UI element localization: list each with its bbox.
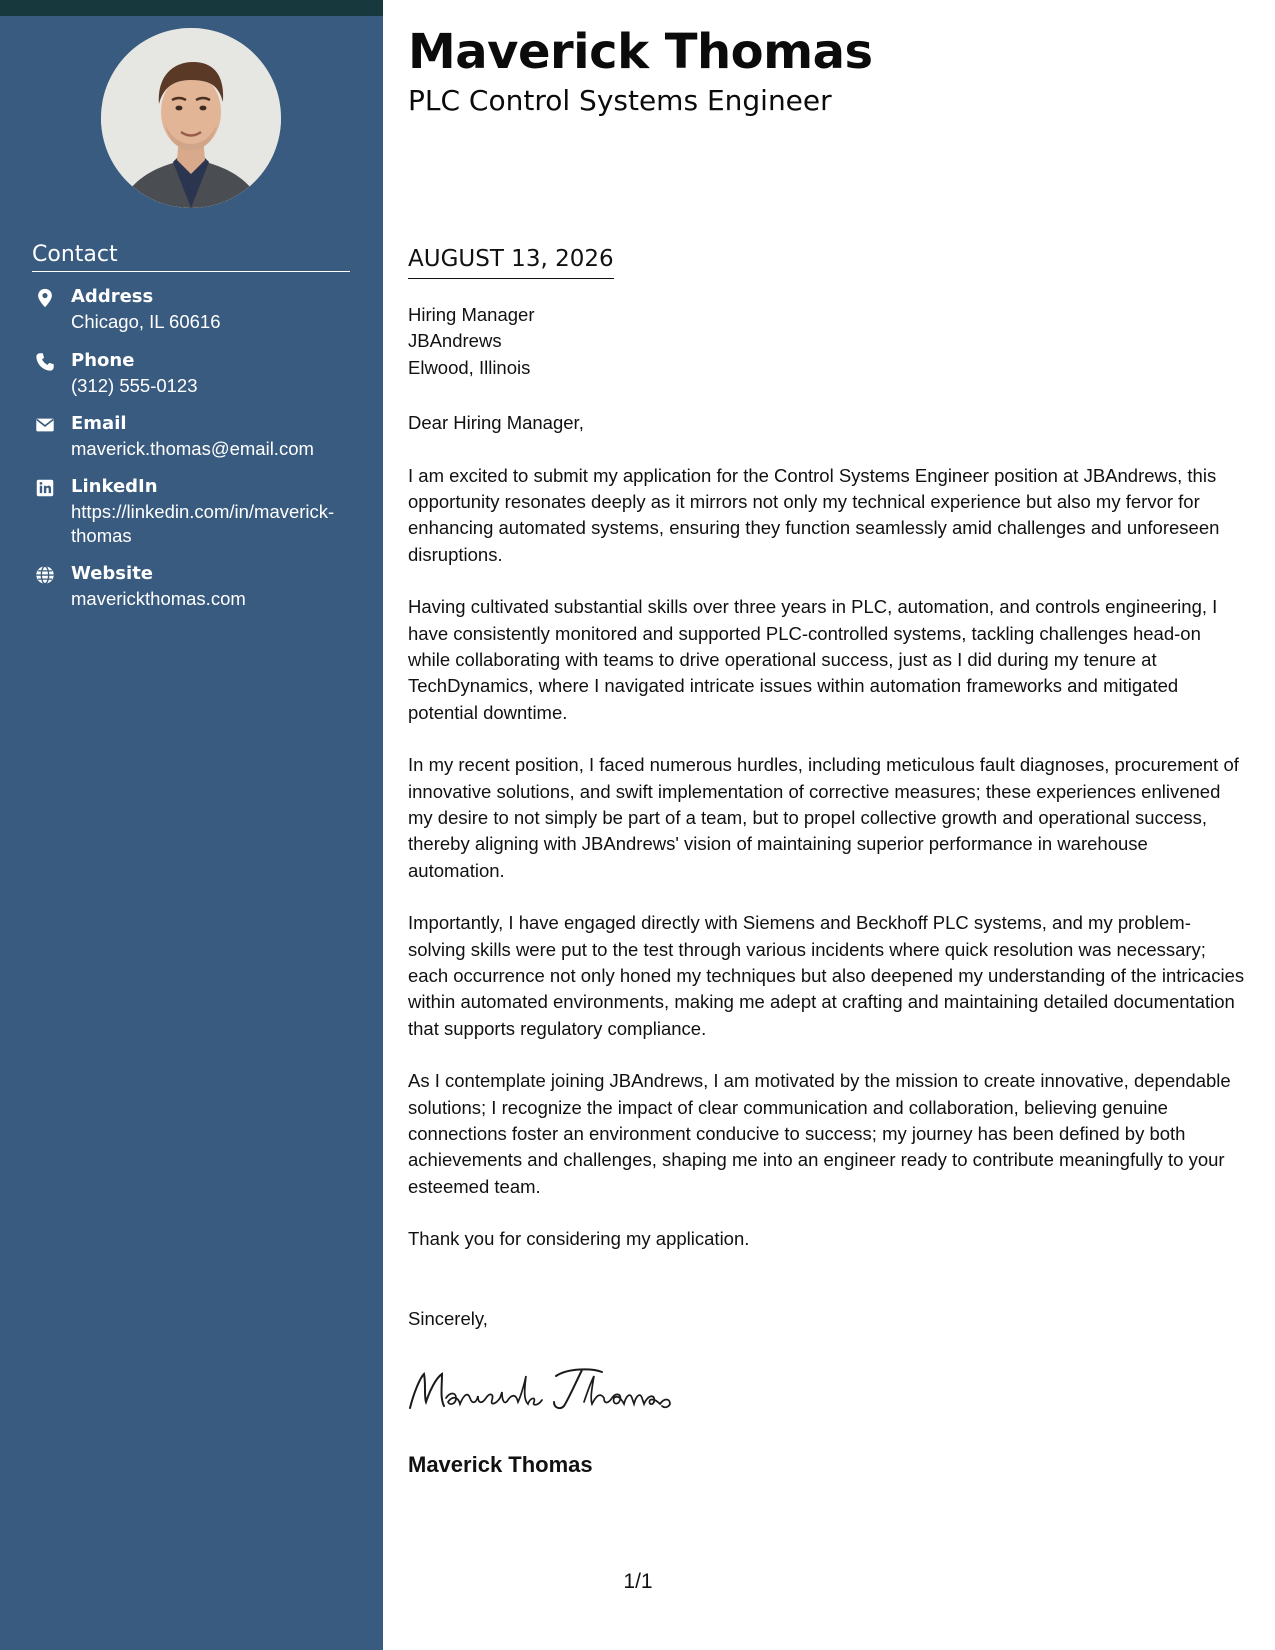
address-label: Address	[71, 286, 154, 307]
letter-paragraph: Thank you for considering my application.	[408, 1228, 750, 1250]
letter-date: AUGUST 13, 2026	[408, 244, 614, 279]
page-number: 1/1	[623, 1570, 653, 1593]
phone-icon	[34, 351, 56, 373]
recipient-block	[408, 302, 534, 381]
job-title: PLC Control Systems Engineer	[408, 84, 832, 117]
phone-value: (312) 555-0123	[71, 375, 198, 396]
portrait-image	[101, 28, 281, 208]
website-link[interactable]: maverickthomas.com	[71, 588, 246, 609]
sign-off: Sincerely,	[408, 1308, 488, 1329]
letter-body	[408, 410, 1248, 1279]
applicant-name: Maverick Thomas	[408, 24, 873, 80]
email-label: Email	[71, 413, 127, 434]
letter-paragraph: Having cultivated substantial skills over three years in PLC, automation, and controls engineering, I have consistently monitored and supported PLC-controlled systems, tackling challenges head-on while collaborating with teams to drive operational success, just as I did during my tenure at TechDynamics, where I navigated intricate issues within automation frameworks and mitigated potential downtime.	[408, 596, 1218, 723]
sidebar	[0, 0, 383, 1650]
linkedin-link[interactable]: https://linkedin.com/in/maverick-thomas	[71, 501, 335, 546]
salutation: Dear Hiring Manager,	[408, 412, 584, 433]
address-value: Chicago, IL 60616	[71, 311, 221, 332]
email-value: maverick.thomas@email.com	[71, 438, 314, 459]
linkedin-label: LinkedIn	[71, 476, 158, 497]
letter-paragraph: In my recent position, I faced numerous hurdles, including meticulous fault diagnoses, procurement of innovative solutions, and swift implementation of corrective measures; these experiences enlivened my desire to not simply be part of a team, but to propel collective growth and operational success, thereby aligning with JBAndrews' vision of maintaining superior performance in warehouse automation.	[408, 754, 1239, 881]
envelope-icon	[34, 414, 56, 436]
recipient-line: JBAndrews	[408, 330, 502, 352]
recipient-line: Hiring Manager	[408, 304, 535, 325]
linkedin-icon	[34, 477, 56, 499]
phone-label: Phone	[71, 350, 135, 371]
letter-paragraph: As I contemplate joining JBAndrews, I am motivated by the mission to create innovative, dependable solutions; I recognize the impact of clear communication and collaboration, believing genuine connections foster an environment conducive to success; my journey has been defined by both achievements and challenges, shaping me into an engineer ready to contribute meaningfully to your esteemed team.	[408, 1070, 1231, 1197]
sidebar-top-band	[0, 0, 383, 16]
website-label: Website	[71, 563, 154, 584]
letter-paragraph: Importantly, I have engaged directly with Siemens and Beckhoff PLC systems, and my problem-solving skills were put to the test through various incidents where quick resolution was necessary; each occurrence not only honed my techniques but also deepened my understanding of the intricacies within automated environments, making me adept at crafting and maintaining detailed documentation that supports regulatory compliance.	[408, 912, 1245, 1039]
handwritten-signature	[406, 1362, 676, 1414]
profile-photo	[101, 28, 281, 208]
signer-name: Maverick Thomas	[408, 1452, 593, 1477]
recipient-line: Elwood, Illinois	[408, 356, 531, 378]
globe-icon	[34, 564, 56, 586]
map-pin-icon	[34, 287, 56, 309]
contact-heading: Contact	[32, 240, 350, 272]
letter-paragraph: I am excited to submit my application for the Control Systems Engineer position at JBAndrews, this opportunity resonates deeply as it mirrors not only my technical experience but also my fervor for enhancing automated systems, ensuring they function seamlessly amid challenges and unforeseen disruptions.	[408, 464, 1220, 565]
